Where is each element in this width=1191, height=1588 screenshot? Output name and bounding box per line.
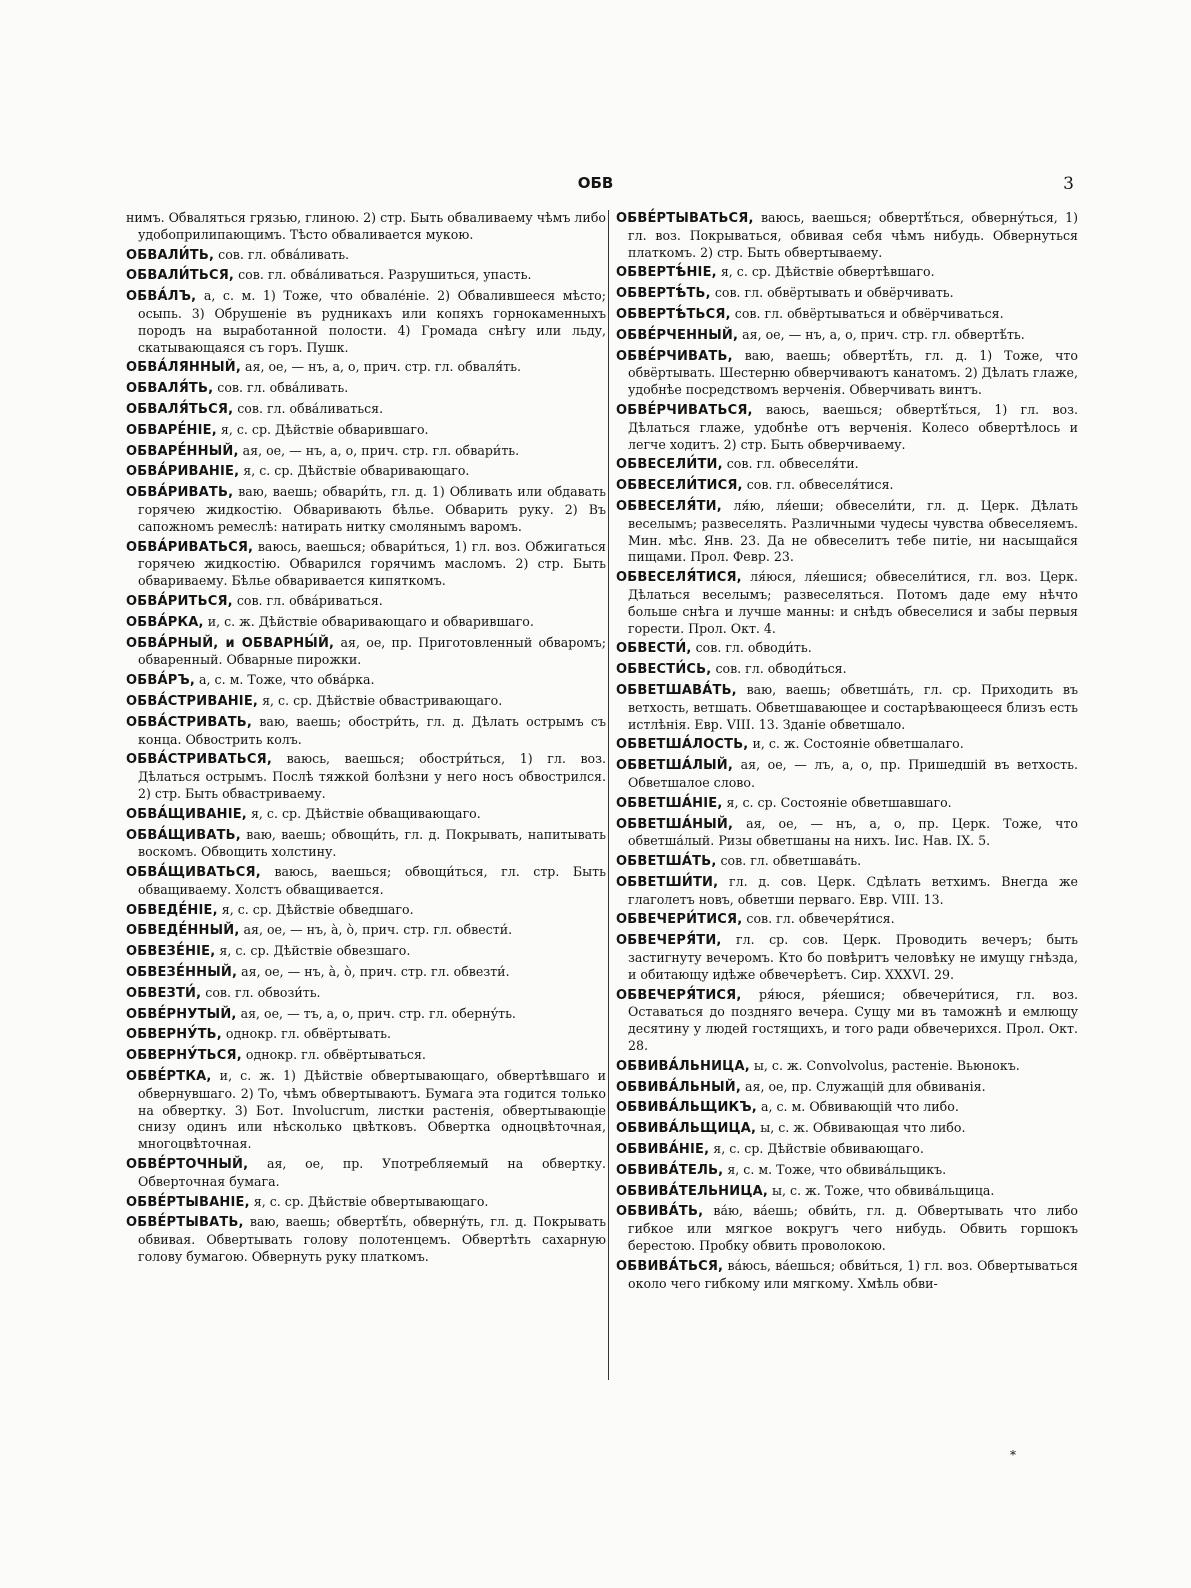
dictionary-entry xyxy=(616,911,1078,929)
entry-headword: ОБВАРЕ́ННЫЙ, xyxy=(126,443,239,459)
entry-definition: я, с. ср. Дѣйствіе обвастривающаго. xyxy=(262,692,503,708)
dictionary-entry xyxy=(616,1099,1078,1117)
dictionary-entry xyxy=(126,247,606,265)
dictionary-entry xyxy=(126,1194,606,1212)
entry-headword: ОБВЕ́РТКА, xyxy=(126,1069,212,1085)
dictionary-entry xyxy=(616,640,1078,658)
dictionary-entry xyxy=(126,672,606,690)
entry-headword: ОБВИВА́ТЬ, xyxy=(616,1204,704,1220)
dictionary-entry xyxy=(616,795,1078,813)
entry-definition: ваюсь, ваешься; обвертѣ́ться, 1) гл. воз. Дѣлаться глаже, удобнѣе отъ верченія. Колесо обвертѣлось и легче ходитъ. 2) стр. Быть обверчиваему. xyxy=(628,401,1078,452)
entry-definition: я, с. ср. Дѣйствіе обведшаго. xyxy=(221,901,414,917)
entry-headword: ОБВЕРТѢ́НІЕ, xyxy=(616,265,717,281)
dictionary-entry xyxy=(616,1258,1078,1293)
entry-headword: ОБВА́ЛЪ, xyxy=(126,289,197,305)
entry-definition: я, с. ср. Дѣйствіе обваривающаго. xyxy=(243,463,470,479)
dictionary-entry xyxy=(616,348,1078,399)
dictionary-entry xyxy=(126,443,606,461)
entry-headword: ОБВЕДЕ́НІЕ, xyxy=(126,902,218,918)
dictionary-entry xyxy=(126,964,606,982)
entry-definition: и, с. ж. Состояніе обветшалаго. xyxy=(752,736,964,752)
entry-headword: ОБВЕСТИ́, xyxy=(616,641,692,657)
entry-definition: ва́юсь, ва́ешься; обви́ться, 1) гл. воз. Обвертываться около чего гибкому или мягкому. Хмѣль обви- xyxy=(628,1257,1078,1291)
dictionary-entry xyxy=(126,943,606,961)
entry-definition: ая, ое, — нъ, а̀, о̀, прич. стр. гл. обвезти́. xyxy=(241,964,510,980)
dictionary-entry xyxy=(126,693,606,711)
entry-headword: ОБВИВА́ТЕЛЬНИЦА, xyxy=(616,1183,768,1199)
entry-definition: я, с. ср. Дѣйствіе обващивающаго. xyxy=(250,805,481,821)
dictionary-entry xyxy=(616,1162,1078,1180)
entry-headword: ОБВЕСЕЛЯ́ТИ, xyxy=(616,498,722,514)
dictionary-entry xyxy=(126,714,606,749)
dictionary-entry xyxy=(616,1203,1078,1254)
entry-definition: сов. гл. обва́риваться. xyxy=(236,592,383,608)
entry-definition: ая, ое, пр. Приготовленный обваромъ; обваренный. Обварные пирожки. xyxy=(138,634,606,668)
entry-definition: я, с. ср. Дѣйствіе обвивающаго. xyxy=(713,1141,924,1157)
entry-definition: сов. гл. обвёртываться и обвёрчиваться. xyxy=(734,305,1004,321)
dictionary-entry xyxy=(126,484,606,535)
entry-definition: сов. гл. обва́ливать. xyxy=(218,246,350,262)
entry-definition: сов. гл. обводи́ть. xyxy=(695,640,812,656)
dictionary-entry xyxy=(126,1156,606,1191)
entry-definition: ваюсь, ваешься; обостри́ться, 1) гл. воз. Дѣлаться острымъ. Послѣ тяжкой болѣзни у него носъ обвострился. 2) стр. Быть обвастриваему. xyxy=(138,751,606,801)
entry-headword: ОБВИВА́ТЕЛЬ, xyxy=(616,1162,724,1178)
dictionary-entry xyxy=(616,874,1078,909)
entry-definition: ы, с. ж. Convolvolus, растеніе. Вьюнокъ. xyxy=(753,1057,1020,1073)
dictionary-entry xyxy=(616,987,1078,1055)
entry-definition: ая, ое, — тъ, а, о, прич. стр. гл. оберну́ть. xyxy=(240,1005,516,1021)
dictionary-entry xyxy=(126,635,606,670)
entry-headword: ОБВЕ́РТЫВАНІЕ, xyxy=(126,1194,250,1210)
entry-definition: ваю, ваешь; обостри́ть, гл. д. Дѣлать острымъ съ конца. Обвострить колъ. xyxy=(138,713,606,747)
entry-definition: сов. гл. обвози́ть. xyxy=(205,984,321,1000)
entry-headword: ОБВЕЧЕРЯ́ТИСЯ, xyxy=(616,987,742,1003)
entry-headword: ОБВЕЗЕ́ННЫЙ, xyxy=(126,965,238,981)
entry-headword: ОБВИВА́ЛЬНЫЙ, xyxy=(616,1079,741,1095)
entry-headword: ОБВЕТША́ЛОСТЬ, xyxy=(616,737,749,753)
dictionary-entry xyxy=(616,853,1078,871)
entry-headword: ОБВЕТША́ЛЫЙ, xyxy=(616,758,734,774)
entry-headword: ОБВАЛИ́ТЬ, xyxy=(126,247,215,263)
entry-definition: нимъ. Обваляться грязью, глиною. 2) стр. Быть обваливаему чѣмъ либо удобоприлипающимъ. Тѣсто обваливается мукою. xyxy=(126,210,606,242)
entry-headword: ОБВЕСЕЛИ́ТИ, xyxy=(616,457,723,473)
dictionary-entry xyxy=(616,285,1078,303)
entry-definition: а, с. м. 1) Тоже, что обвале́ніе. 2) Обвалившееся мѣсто; осыпь. 3) Обрушеніе въ рудникахъ или копяхъ горнокаменныхъ породъ на выработанной полости. 4) Громада снѣгу или льду, скатывающаяся съ горъ. Пушк. xyxy=(138,288,606,355)
dictionary-entry xyxy=(126,593,606,611)
entry-definition: и, с. ж. 1) Дѣйствіе обвертывающаго, обвертѣвшаго и обвернувшаго. 2) То, чѣмъ обвертываютъ. Бумага эта годится только на обвертку. 3) Бот. Involucrum, листки растенія, обвертывающіе снизу одинъ или нѣсколько цвѣтковъ. Обвертка одноцвѣточная, многоцвѣточная. xyxy=(138,1068,606,1152)
entry-definition: ваюсь, ваешься; обвощи́ться, гл. стр. Быть обващиваему. Холстъ обващивается. xyxy=(138,864,606,897)
dictionary-entry xyxy=(126,1026,606,1044)
dictionary-entry xyxy=(126,827,606,862)
entry-headword: ОБВЕ́РТОЧНЫЙ, xyxy=(126,1157,249,1173)
dictionary-entry xyxy=(126,751,606,802)
entry-headword: ОБВЕСЕЛЯ́ТИСЯ, xyxy=(616,570,742,586)
dictionary-entry xyxy=(126,864,606,899)
entry-headword: ОБВИВА́НІЕ, xyxy=(616,1142,710,1158)
page-title: ОБВ xyxy=(577,174,614,192)
dictionary-entry xyxy=(126,422,606,440)
entry-definition: ая, ое, — нъ, а, о, прич. стр. гл. обвертѣ́ть. xyxy=(742,326,1025,342)
entry-headword: ОБВЕТШАВА́ТЬ, xyxy=(616,682,737,698)
entry-headword: ОБВА́РИВАТЬ, xyxy=(126,485,234,501)
page-header xyxy=(117,174,1074,200)
dictionary-entry xyxy=(616,456,1078,474)
dictionary-entry xyxy=(126,1006,606,1024)
entry-definition: ая, ое, — нъ, а, о, пр. Церк. Тоже, что обветша́лый. Ризы обветшаны на нихъ. Іис. Нав. IX. 5. xyxy=(628,815,1078,849)
entry-definition: ваю, ваешь; обвощи́ть, гл. д. Покрывать, напитывать воскомъ. Обвощить холстину. xyxy=(138,826,606,860)
dictionary-entry xyxy=(616,932,1078,983)
dictionary-entry xyxy=(616,682,1078,733)
dictionary-entry xyxy=(126,288,606,356)
dictionary-entry xyxy=(616,327,1078,345)
dictionary-entry xyxy=(126,985,606,1003)
entry-headword: ОБВЕТША́НЫЙ, xyxy=(616,816,734,832)
left-column xyxy=(126,210,606,1269)
entry-definition: и, с. ж. Дѣйствіе обваривающаго и обварившаго. xyxy=(207,613,534,629)
entry-headword: ОБВАРЕ́НІЕ, xyxy=(126,422,217,438)
entry-headword: ОБВЕСЕЛИ́ТИСЯ, xyxy=(616,478,743,494)
dictionary-entry xyxy=(126,1047,606,1065)
dictionary-entry xyxy=(126,902,606,920)
dictionary-entry xyxy=(616,1141,1078,1159)
entry-definition: сов. гл. обва́ливаться. Разрушиться, упасть. xyxy=(238,267,532,283)
entry-headword: ОБВА́СТРИВАНІЕ, xyxy=(126,693,259,709)
entry-headword: ОБВЕ́РЧИВАТЬ, xyxy=(616,348,733,364)
dictionary-entry xyxy=(616,816,1078,851)
footer-mark: * xyxy=(1010,1448,1016,1462)
entry-definition: ы, с. ж. Обвивающая что либо. xyxy=(760,1120,966,1136)
entry-definition: сов. гл. обвеселя́тися. xyxy=(746,477,894,493)
entry-headword: ОБВЕЧЕРЯ́ТИ, xyxy=(616,933,722,949)
dictionary-entry xyxy=(616,210,1078,261)
entry-headword: ОБВЕ́РТЫВАТЬ, xyxy=(126,1215,244,1231)
entry-headword: ОБВА́ЩИВАТЬСЯ, xyxy=(126,865,261,881)
dictionary-entry xyxy=(126,380,606,398)
entry-definition: ваю, ваешь; обвертѣ́ть, обверну́ть, гл. д. Покрывать обвивая. Обвертывать голову полотенцемъ. Обвертѣть сахарную голову бумагою. Обвернуть руку платкомъ. xyxy=(138,1214,606,1265)
entry-definition: ря́юся, ря́ешися; обвечери́тися, гл. воз. Оставаться до поздняго вечера. Сущу ми въ таможнѣ и емлющу десятину у людей гостящихъ, и того ради обвечерихся. Прол. Окт. 28. xyxy=(628,986,1078,1054)
column-divider xyxy=(608,210,609,1380)
dictionary-entry xyxy=(616,757,1078,792)
entry-headword: ОБВАЛЯ́ТЬСЯ, xyxy=(126,401,234,417)
dictionary-entry xyxy=(616,1079,1078,1097)
dictionary-entry xyxy=(126,806,606,824)
dictionary-entry xyxy=(616,661,1078,679)
entry-headword: ОБВА́РИТЬСЯ, xyxy=(126,593,233,609)
dictionary-entry xyxy=(126,1214,606,1265)
entry-definition: сов. гл. обва́ливаться. xyxy=(237,400,384,416)
entry-definition: а, с. м. Тоже, что обва́рка. xyxy=(199,672,375,688)
dictionary-entry xyxy=(616,1058,1078,1076)
entry-headword: ОБВЕСТИ́СЬ, xyxy=(616,662,712,678)
entry-headword: ОБВАЛИ́ТЬСЯ, xyxy=(126,268,235,284)
entry-definition: гл. ср. сов. Церк. Проводить вечеръ; быть застигнуту вечеромъ. Кто бо повѣритъ человѣку не имущу гнѣзда, и обитающу идѣже обвечерѣетъ. Сир. XXXVI. 29. xyxy=(628,932,1078,982)
entry-definition: однокр. гл. обвёртываться. xyxy=(245,1047,426,1063)
entry-headword: ОБВЕЧЕРИ́ТИСЯ, xyxy=(616,912,743,928)
dictionary-entry xyxy=(126,614,606,632)
entry-headword: ОБВЕ́РЧЕННЫЙ, xyxy=(616,327,739,343)
entry-definition: ля́ю, ля́еши; обвесели́ти, гл. д. Церк. Дѣлать веселымъ; развеселять. Различными чудесы чувства обвеселяемъ. Мин. мѣс. Янв. 23. Да не обвеселитъ тебе питіе, ни насыщайся пищами. Прол. Февр. 23. xyxy=(628,497,1078,565)
entry-headword: ОБВЕЗТИ́, xyxy=(126,985,202,1001)
entry-headword: ОБВИВА́ЛЬЩИКЪ, xyxy=(616,1100,757,1116)
entry-definition: ваю, ваешь; обвари́ть, гл. д. 1) Обливать или обдавать горячею жидкостію. Обваривають бѣлье. Обварить руку. 2) Въ сапожномъ ремеслѣ: натирать нитку смолянымъ варомъ. xyxy=(138,484,606,534)
entry-headword: ОБВА́ЩИВАНІЕ, xyxy=(126,806,247,822)
entry-definition: ва́ю, ва́ешь; обви́ть, гл. д. Обвертывать что либо гибкое или мягкое вокругъ чего нибудь. Обвить горшокъ берестою. Пробку обвить проволокою. xyxy=(628,1203,1079,1254)
entry-definition: ваюсь, ваешься; обвари́ться, 1) гл. воз. Обжигаться горячею жидкостію. Обварился горячимъ масломъ. 2) стр. Быть обвариваему. Бѣлье обваривается кипяткомъ. xyxy=(138,538,606,589)
entry-definition: ваю, ваешь; обветша́ть, гл. ср. Приходить въ ветхость, ветшать. Обветшавающее и состарѣвающееся близъ есть истлѣнія. Евр. VIII. 13. Зданіе обветшало. xyxy=(628,681,1078,732)
entry-definition: ваюсь, ваешься; обвертѣ́ться, обверну́ться, 1) гл. воз. Покрываться, обвивая себя чѣмъ нибудь. Обвернуться платкомъ. 2) стр. Быть обвертываему. xyxy=(628,210,1078,260)
entry-headword: ОБВЕТША́ТЬ, xyxy=(616,854,717,870)
dictionary-entry xyxy=(616,569,1078,637)
entry-definition: я, с. ср. Дѣйствіе обвертѣвшаго. xyxy=(720,264,935,280)
dictionary-entry xyxy=(616,498,1078,566)
entry-definition: а, с. м. Обвивающій что либо. xyxy=(760,1099,959,1115)
entry-headword: ОБВАЛЯ́ТЬ, xyxy=(126,381,214,397)
entry-definition: сов. гл. обвеселя́ти. xyxy=(726,456,859,472)
entry-definition: я, с. ср. Дѣйствіе обварившаго. xyxy=(220,421,429,437)
entry-headword: ОБВЕРТѢ́ТЬ, xyxy=(616,286,711,302)
right-column xyxy=(616,210,1078,1295)
dictionary-entry xyxy=(616,477,1078,495)
entry-definition: однокр. гл. обвёртывать. xyxy=(225,1026,391,1042)
entry-definition: сов. гл. обводи́ться. xyxy=(715,661,847,677)
entry-definition: ваю, ваешь; обвертѣ́ть, гл. д. 1) Тоже, что обвёртывать. Шестерню обверчиваютъ канатомъ. 2) Дѣлать глаже, удобнѣе посредствомъ верченія. Обверчивать винтъ. xyxy=(628,347,1078,398)
entry-definition: я, с. ср. Дѣйствіе обвертывающаго. xyxy=(253,1193,489,1209)
dictionary-entry xyxy=(126,922,606,940)
entry-definition: ая, ое, — нъ, а̀, о̀, прич. стр. гл. обвести́. xyxy=(243,922,513,938)
entry-headword: ОБВЕЗЕ́НІЕ, xyxy=(126,944,216,960)
dictionary-entry xyxy=(126,539,606,590)
dictionary-entry xyxy=(126,267,606,285)
dictionary-entry xyxy=(126,1068,606,1153)
entry-headword: ОБВИВА́ТЬСЯ, xyxy=(616,1258,724,1274)
dictionary-entry xyxy=(616,736,1078,754)
entry-definition: сов. гл. обвёртывать и обвёрчивать. xyxy=(714,285,954,301)
entry-headword: ОБВА́СТРИВАТЬСЯ, xyxy=(126,752,272,768)
entry-headword: ОБВЕДЕ́ННЫЙ, xyxy=(126,923,240,939)
dictionary-entry xyxy=(616,1120,1078,1138)
entry-definition: сов. гл. обва́ливать. xyxy=(217,380,349,396)
dictionary-entry xyxy=(616,1183,1078,1201)
entry-headword: ОБВИВА́ЛЬНИЦА, xyxy=(616,1058,750,1074)
entry-definition: ая, ое, — нъ, а, о, прич. стр. гл. обваля́ть. xyxy=(245,359,522,375)
dictionary-entry xyxy=(616,306,1078,324)
entry-headword: ОБВА́РКА, xyxy=(126,614,204,630)
entry-headword: ОБВА́РНЫЙ, и ОБВАРНЫ́Й, xyxy=(126,635,335,651)
dictionary-entry xyxy=(126,401,606,419)
entry-headword: ОБВЕРНУ́ТЬСЯ, xyxy=(126,1048,242,1064)
entry-definition: я, с. ср. Состояніе обветшавшаго. xyxy=(726,794,952,810)
entry-headword: ОБВА́ЩИВАТЬ, xyxy=(126,827,241,843)
dictionary-entry xyxy=(126,463,606,481)
dictionary-entry xyxy=(126,210,606,244)
entry-definition: я, с. м. Тоже, что обвива́льщикъ. xyxy=(727,1161,947,1177)
entry-headword: ОБВИВА́ЛЬЩИЦА, xyxy=(616,1121,757,1137)
entry-headword: ОБВЕРТѢ́ТЬСЯ, xyxy=(616,306,731,322)
dictionary-entry xyxy=(126,359,606,377)
entry-definition: гл. д. сов. Церк. Сдѣлать ветхимъ. Внегда же глаголетъ новъ, обветши перваго. Евр. VIII. 13. xyxy=(628,873,1078,907)
entry-headword: ОБВА́РИВАНІЕ, xyxy=(126,464,240,480)
entry-definition: ы, с. ж. Тоже, что обвива́льщица. xyxy=(772,1182,995,1198)
entry-headword: ОБВА́ЛЯННЫЙ, xyxy=(126,360,241,376)
entry-definition: ая, ое, пр. Употребляемый на обвертку. Обверточная бумага. xyxy=(138,1156,606,1189)
entry-headword: ОБВЕ́РЧИВАТЬСЯ, xyxy=(616,402,753,418)
entry-headword: ОБВА́СТРИВАТЬ, xyxy=(126,714,253,730)
entry-definition: сов. гл. обветшава́ть. xyxy=(720,853,862,869)
entry-definition: я, с. ср. Дѣйствіе обвезшаго. xyxy=(219,943,411,959)
entry-headword: ОБВА́РЪ, xyxy=(126,673,196,689)
page-number: 3 xyxy=(1063,174,1074,194)
entry-definition: ля́юся, ля́ешися; обвесели́тися, гл. воз. Церк. Дѣлаться веселымъ; развеселяться. Потомъ даде ему нѣчто больше снѣга и лучше манны: и снѣдъ обвеселися и забы первыя горести. Прол. Окт. 4. xyxy=(628,569,1078,636)
entry-headword: ОБВЕТШИ́ТИ, xyxy=(616,874,719,890)
entry-definition: ая, ое, — лъ, а, о, пр. Пришедшій въ ветхость. Обветшалое слово. xyxy=(628,757,1078,790)
entry-headword: ОБВЕТША́НІЕ, xyxy=(616,795,723,811)
entry-headword: ОБВА́РИВАТЬСЯ, xyxy=(126,539,254,555)
entry-headword: ОБВЕ́РТЫВАТЬСЯ, xyxy=(616,211,754,226)
entry-definition: сов. гл. обвечеря́тися. xyxy=(746,911,895,927)
entry-definition: ая, ое, — нъ, а, о, прич. стр. гл. обвари́ть. xyxy=(242,442,520,458)
dictionary-entry xyxy=(616,264,1078,282)
entry-headword: ОБВЕРНУ́ТЬ, xyxy=(126,1027,222,1043)
dictionary-entry xyxy=(616,402,1078,453)
entry-headword: ОБВЕ́РНУТЫЙ, xyxy=(126,1006,237,1022)
entry-definition: ая, ое, пр. Служащій для обвиванія. xyxy=(745,1078,986,1094)
